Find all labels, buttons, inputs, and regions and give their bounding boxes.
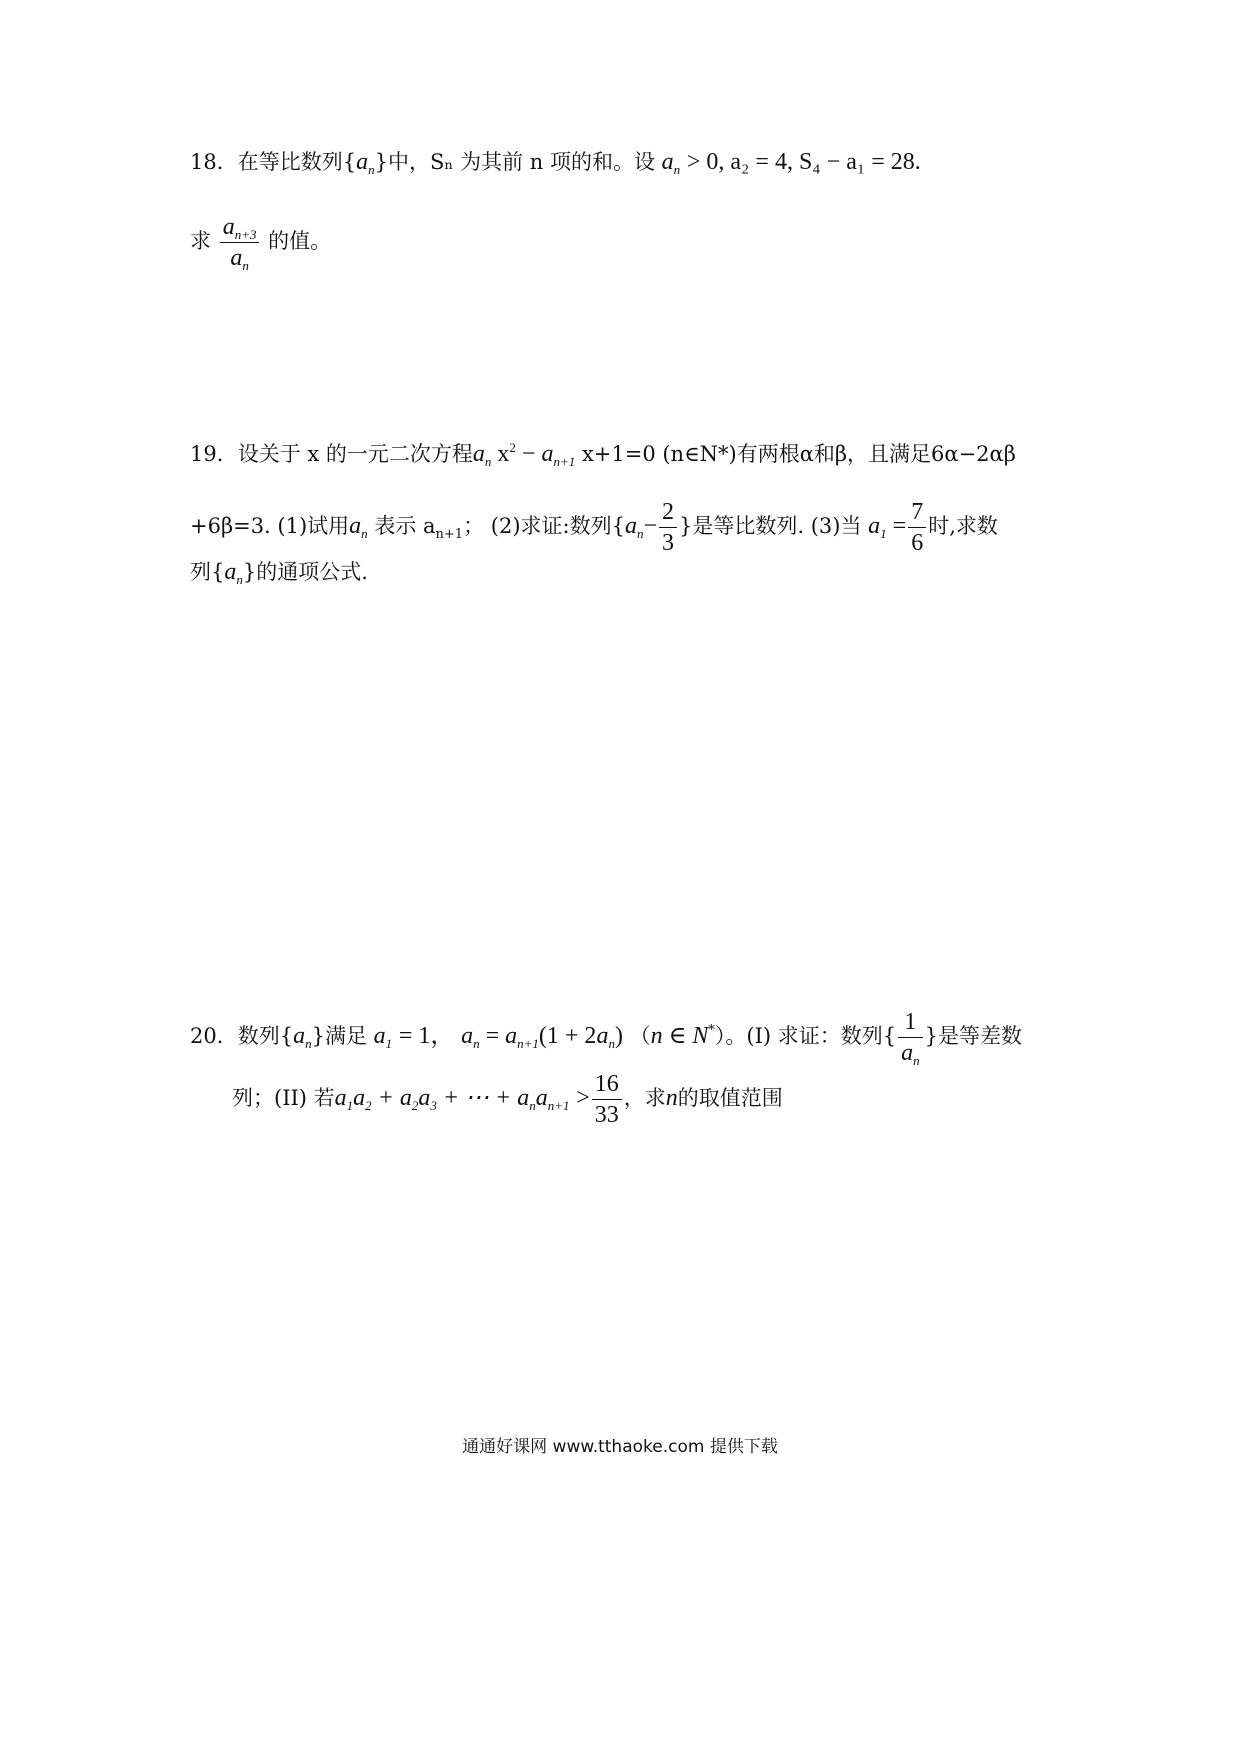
- q18-period: .: [914, 149, 921, 175]
- q20-seq-an: $a_n$: [293, 1023, 312, 1051]
- q18-seq-an: $a_n$: [356, 149, 375, 177]
- q19-part1-prefix: +6β=3. (1)试用: [190, 514, 350, 538]
- q20-an-lhs: $a_n$: [461, 1023, 480, 1051]
- q20-paren-open: （: [629, 1024, 651, 1048]
- q18-condition: > 0, a₂ = 4, S₄ − a₁ = 28: [686, 149, 915, 175]
- q19-x-squared: $x^2$ −: [491, 440, 542, 467]
- q19-part1-an: $a_n$: [349, 513, 368, 541]
- q19-equals: =: [886, 513, 907, 539]
- q20-sum-expression: $a_1a_2 + a_2a_3$ + ⋯ + $a_na_{n+1}$: [334, 1085, 570, 1113]
- question-18-line-1: [190, 149, 921, 177]
- q20-n-in: n ∈ N: [650, 1023, 709, 1049]
- question-18-line-2: [190, 214, 332, 273]
- q20-gt: >: [576, 1085, 590, 1111]
- q20-reciprocal-fraction: $\frac{1}{a_n}$: [898, 1010, 923, 1065]
- q19-text-prefix: 19．设关于 x 的一元二次方程: [190, 442, 473, 466]
- q19-part2-prefix: ； (2)求证:数列{: [463, 514, 625, 538]
- q20-a1: $a_1$: [373, 1023, 393, 1051]
- q20-part2-tail: 的取值范围: [677, 1086, 783, 1110]
- q19-part2-an: $a_n$: [624, 513, 644, 541]
- q19-equation-an1: $a_{n+1}$: [541, 441, 576, 469]
- q18-ask-suffix: 的值。: [268, 229, 332, 253]
- page-footer: 通通好课网 www.tthaoke.com 提供下载: [462, 1437, 778, 1457]
- q19-two-thirds: $\frac{2}{3}$: [659, 500, 677, 555]
- q20-part1-end: }是等差数: [924, 1024, 1022, 1048]
- q19-equation-an: $a_n$: [472, 441, 492, 469]
- q19-part3-suffix: 时,求数: [928, 514, 998, 538]
- q19-minus: −: [643, 513, 657, 539]
- question-19-line-3: [190, 559, 368, 587]
- q19-text-mid: x+1=0 (n∈N*)有两根α和β，且满足6α−2αβ: [581, 442, 1016, 466]
- q19-part1-sub: n+1: [435, 527, 464, 542]
- q19-seven-sixths: $\frac{7}{6}$: [908, 500, 926, 555]
- q20-part1: ）。(I) 求证：数列{: [714, 1024, 897, 1048]
- q18-an: $a_n$: [661, 149, 681, 177]
- question-19-line-2: [190, 500, 998, 555]
- q19-line3-an: $a_n$: [224, 559, 243, 587]
- q20-an1: $a_{n+1}$: [505, 1023, 539, 1051]
- question-19-line-1: [190, 440, 1016, 469]
- q19-line3-prefix: 列{: [190, 560, 225, 584]
- q19-a1: $a_1$: [868, 513, 887, 541]
- q20-star: *: [708, 1023, 715, 1038]
- q20-text-satisfy: }满足: [311, 1024, 367, 1048]
- q20-sixteen-33: $\frac{16}{33}$: [592, 1072, 622, 1127]
- q20-n: n: [665, 1085, 678, 1111]
- q19-part1-text: 表示 a: [374, 514, 436, 538]
- q18-text-mid: }中，Sₙ 为其前 n 项的和。设: [374, 150, 655, 174]
- q18-ratio-fraction: $\frac{a_{n+3}}{a_n}$: [220, 215, 260, 270]
- q20-eq: =: [479, 1023, 506, 1049]
- q20-part2-ask: ，求: [623, 1086, 666, 1110]
- q20-an-rhs: $a_n$: [596, 1023, 615, 1051]
- q20-text-prefix: 20．数列{: [190, 1024, 294, 1048]
- q19-line3-suffix: }的通项公式.: [242, 560, 368, 584]
- question-20-line-1: [190, 1009, 1022, 1068]
- q19-part3-prefix: }是等比数列. (3)当: [679, 514, 862, 538]
- q20-cond1: = 1，: [398, 1023, 455, 1049]
- q20-cond2: (1 + 2: [538, 1023, 597, 1049]
- q20-part2-prefix: 列；(II) 若: [232, 1086, 335, 1110]
- q20-close-paren: ): [614, 1023, 623, 1049]
- q18-text-prefix: 18．在等比数列{: [190, 150, 357, 174]
- question-20-line-2: [232, 1072, 783, 1127]
- q18-ask-prefix: 求: [190, 229, 211, 253]
